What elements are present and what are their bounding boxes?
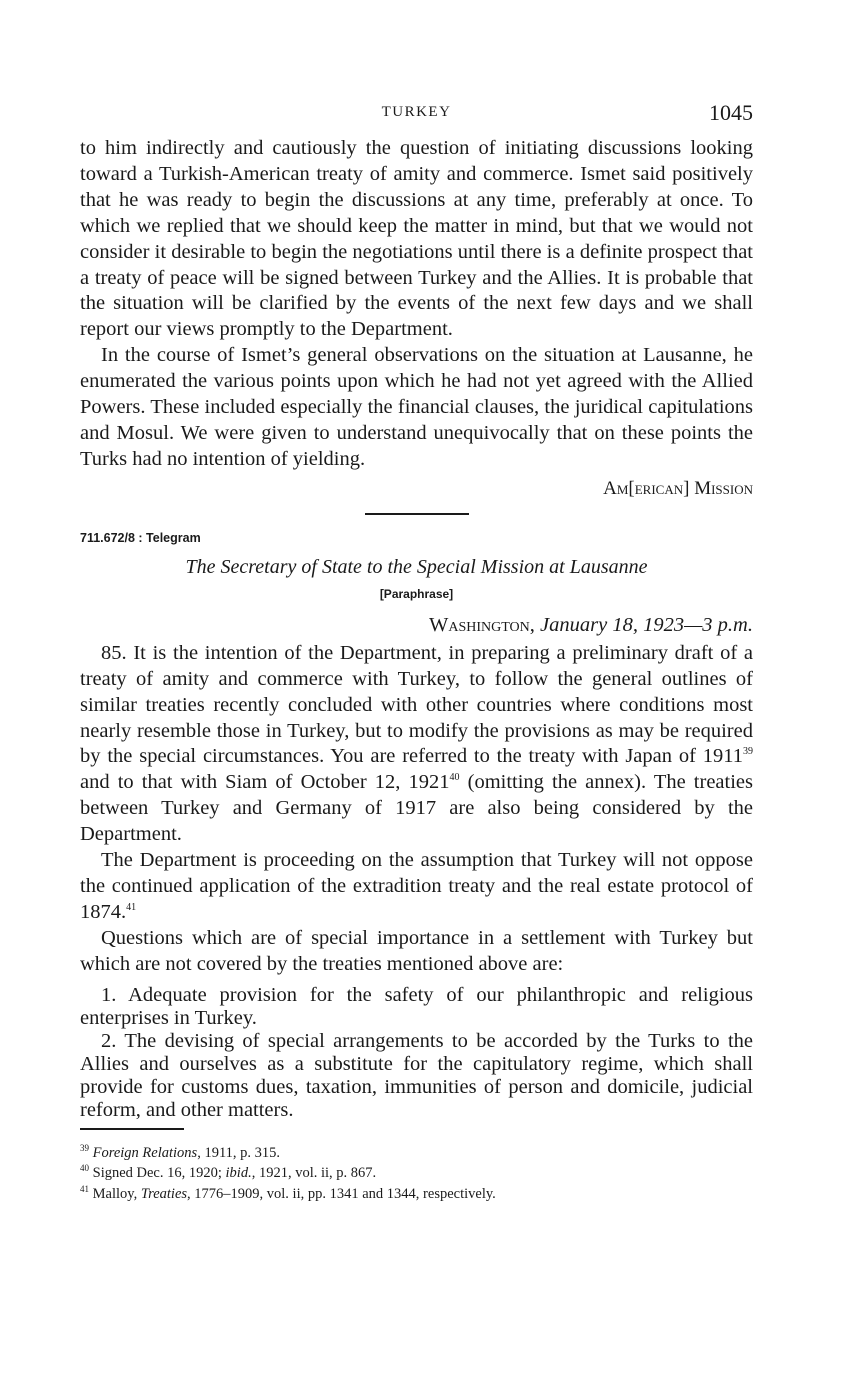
footnote-39-rest: , 1911, p. 315. — [197, 1144, 281, 1161]
telegram-paragraph-1-part-c: (omitting the annex). The treaties between Turkey and Germany of 1917 are also being considered by the Department. — [80, 771, 753, 846]
list-item-2: 2. The devising of special arrangements to be accorded by the Turks to the Allies and ourselves as a substitute for the capitulatory regime, which shall provide for customs dues, taxation, immunities of person and domicile, judicial reform, and other matters. — [80, 1029, 753, 1121]
footnote-40-pre: Signed Dec. 16, 1920; — [92, 1165, 226, 1182]
telegram-paragraph-2-text: The Department is proceeding on the assumption that Turkey will not oppose the continued application of the extradition treaty and the real estate protocol of 1874. — [80, 849, 753, 923]
footnote-40-italic: ibid. — [225, 1165, 252, 1182]
document-title: The Secretary of State to the Special Mission at Lausanne — [185, 555, 648, 578]
telegram-paragraph-3: Questions which are of special importance in a settlement with Turkey but which are not covered by the treaties mentioned above are: — [80, 926, 753, 975]
footnote-41-pre: Malloy, — [92, 1186, 141, 1203]
paraphrase-note: [Paraphrase] — [379, 586, 454, 601]
footnote-39-italic: Foreign Relations — [92, 1144, 198, 1161]
footnote-ref-40: 40 — [449, 772, 460, 784]
signature: Am[erican] Mission — [603, 477, 753, 499]
footnote-40 — [80, 1160, 753, 1181]
document-page — [80, 96, 753, 1202]
footnote-39 — [80, 1140, 753, 1161]
footnote-ref-41: 41 — [126, 902, 137, 914]
footnote-39-mark: 39 — [80, 1142, 89, 1153]
footnote-40-mark: 40 — [80, 1163, 89, 1174]
telegram-paragraph-1-part-b: and to that with Siam of October 12, 1921 — [80, 771, 450, 794]
page-number: 1045 — [709, 100, 753, 125]
continuation-paragraph-2: In the course of Ismet’s general observations on the situation at Lausanne, he enumerated the various points upon which he had not yet agreed with the Allied Powers. These included especially the financial clauses, the juridical capitulations and Mosul. We were given to understand unequivocally that on these points the Turks had no intention of yielding. — [80, 344, 753, 470]
dateline-date: January 18, 1923—3 p.m. — [540, 613, 753, 636]
dateline — [80, 611, 753, 639]
footnote-41-mark: 41 — [80, 1184, 89, 1195]
footnote-40-rest: , 1921, vol. ii, p. 867. — [251, 1165, 377, 1182]
continuation-paragraph-1: to him indirectly and cautiously the question of initiating discussions looking toward a Turkish-American treaty of amity and commerce. Ismet said positively that he was ready to begin the discussions at any time, preferably at once. To which we replied that we should keep the matter in mind, but that we would not consider it desirable to begin the negotiations until there is a definite prospect that a treaty of peace will be signed between Turkey and the Allies. It is probable that the situation will be clarified by the events of the next few days and we shall report our views promptly to the Department. — [80, 137, 753, 341]
file-id: 711.672/8 : Telegram — [80, 530, 201, 545]
list-item-1: 1. Adequate provision for the safety of our philanthropic and religious enterprises in Turkey. — [80, 983, 753, 1029]
footnote-41 — [80, 1181, 753, 1202]
dateline-place: Washington, — [429, 613, 535, 636]
running-head-title: TURKEY — [381, 104, 452, 120]
telegram-paragraph-2 — [80, 848, 753, 926]
telegram-paragraph-1 — [80, 641, 753, 848]
footnote-41-rest: , 1776–1909, vol. ii, pp. 1341 and 1344, respectively. — [187, 1186, 496, 1203]
telegram-paragraph-1-part-a: 85. It is the intention of the Department, in preparing a preliminary draft of a treaty of amity and commerce with Turkey, to follow the general outlines of similar treaties recently concluded with other countries where conditions most nearly resemble those in Turkey, but to modify the provisions as may be required by the special circumstances. You are referred to the treaty with Japan of 1911 — [80, 641, 753, 768]
footnote-divider — [80, 1128, 184, 1130]
footnote-ref-39: 39 — [743, 746, 753, 758]
running-head — [80, 96, 753, 136]
footnote-41-italic: Treaties — [140, 1186, 188, 1203]
section-divider — [365, 513, 469, 515]
